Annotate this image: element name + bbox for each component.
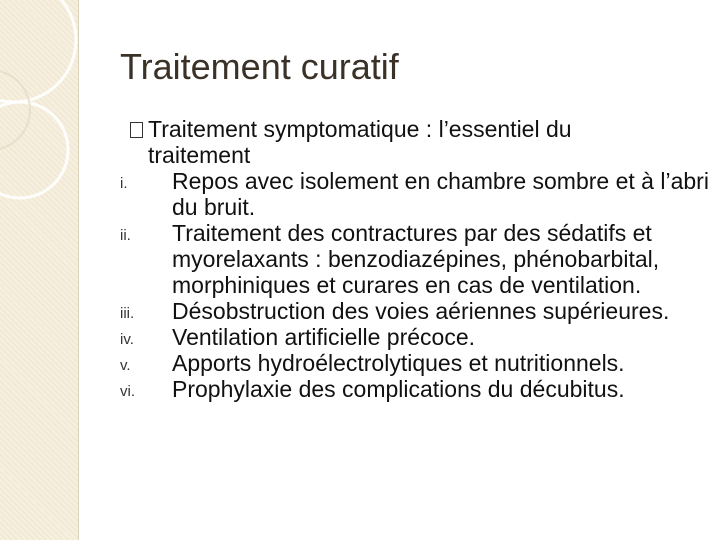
bullet-box-icon [130,122,143,138]
list-numeral: iv. [120,331,134,348]
list-item [120,220,710,298]
slide-body [0,116,720,402]
list-numeral: ii. [120,227,131,244]
list-item-text: Repos avec isolement en chambre sombre et à l’abri du bruit. [172,168,709,220]
list-item-text: Désobstruction des voies aériennes supérieures. [172,298,670,324]
slide-title: Traitement curatif [120,46,399,87]
list-item-text: Prophylaxie des complications du décubitus. [172,376,625,402]
lead-text-line1: Traitement symptomatique : l’essentiel du [148,116,572,142]
list-numeral: i. [120,175,128,192]
treatment-list [0,168,720,402]
list-numeral: iii. [120,305,135,322]
list-item [120,376,710,402]
list-item [120,350,710,376]
lead-text-line2: traitement [148,142,251,168]
list-item [120,298,710,324]
list-item-text: Ventilation artificielle précoce. [172,324,475,350]
list-numeral: vi. [120,383,135,400]
list-item-text: Apports hydroélectrolytiques et nutritionnels. [172,350,625,376]
lead-bullet [132,116,720,168]
list-item [120,168,710,220]
list-item [120,324,710,350]
list-item-text: Traitement des contractures par des sédatifs et myorelaxants : benzodiazépines, phénobarbital, morphiniques et curares en cas de ventilation. [172,220,660,298]
list-numeral: v. [120,357,131,374]
